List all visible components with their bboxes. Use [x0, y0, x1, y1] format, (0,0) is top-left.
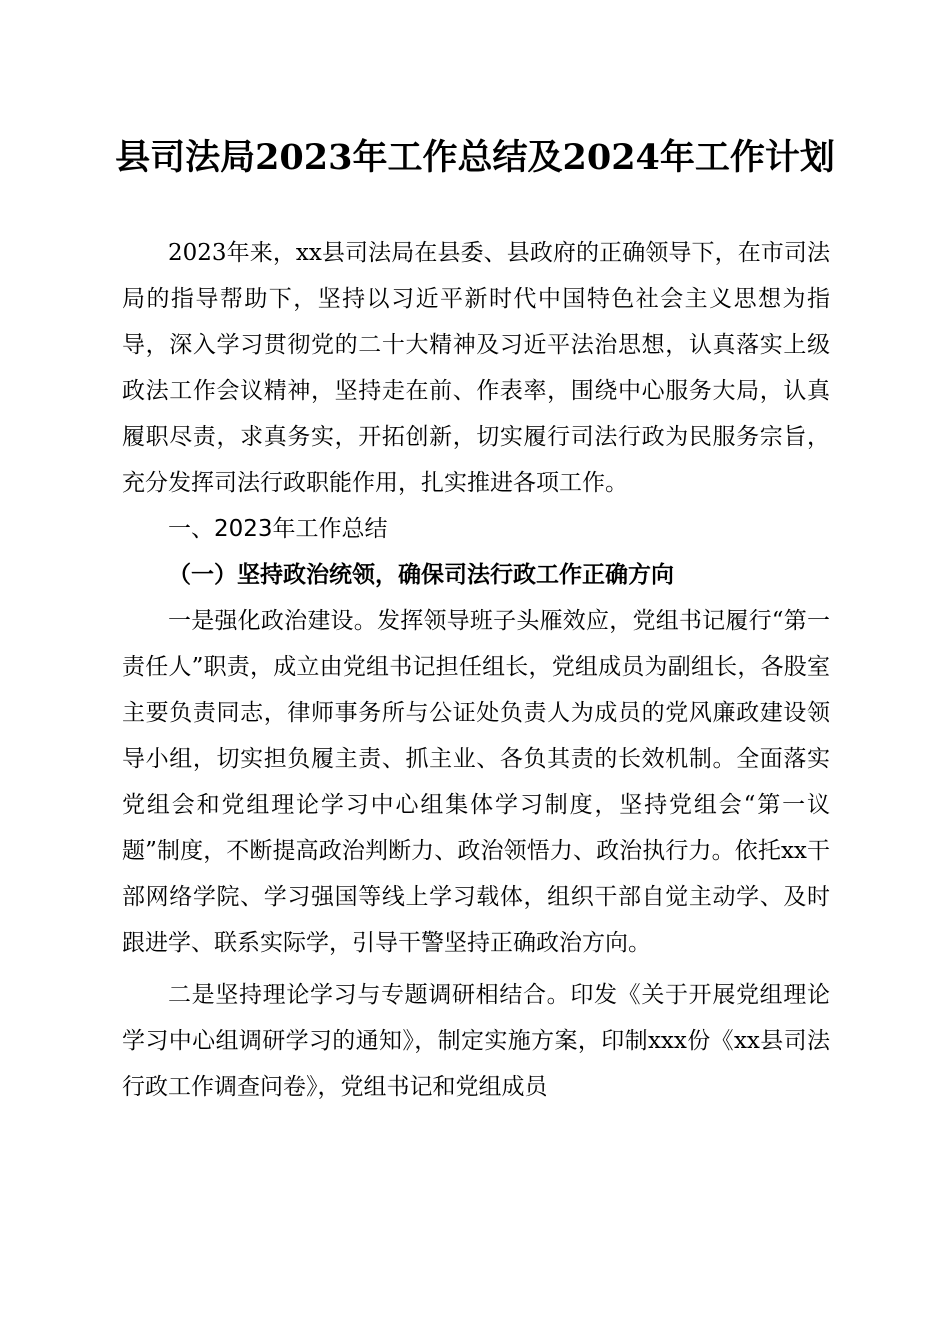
- document-title: 县司法局2023年工作总结及2024年工作计划: [115, 137, 835, 178]
- paragraph-lead: 二是坚持理论学习与专题调研相结合。: [168, 982, 571, 1008]
- paragraph-body: 发挥领导班子头雁效应，党组书记履行“第一责任人”职责，成立由党组书记担任组长，党组成员为副组长，各股室主要负责同志，律师事务所与公证处负责人为成员的党风廉政建设领导小组，切实担负履主责、抓主业、各负其责的长效机制。全面落实党组会和党组理论学习中心组集体学习制度，坚持党组会“第一议题”制度，不断提高政治判断力、政治领悟力、政治执行力。依托xx干部网络学院、学习强国等线上学习载体，组织干部自觉主动学、及时跟进学、联系实际学，引导干警坚持正确政治方向。: [122, 608, 831, 956]
- paragraph-political-building: [122, 598, 830, 966]
- subsection-heading: （一）坚持政治统领，确保司法行政工作正确方向: [168, 561, 674, 588]
- paragraph-body: 印发《关于开展党组理论学习中心组调研学习的通知》，制定实施方案，印制xxx份《xx县司法行政工作调查问卷》，党组书记和党组成员: [122, 982, 831, 1100]
- paragraph-lead: 一是强化政治建设。: [168, 608, 378, 634]
- intro-paragraph: 2023年来，xx县司法局在县委、县政府的正确领导下，在市司法局的指导帮助下，坚持以习近平新时代中国特色社会主义思想为指导，深入学习贯彻党的二十大精神及习近平法治思想，认真落实上级政法工作会议精神，坚持走在前、作表率，围绕中心服务大局，认真履职尽责，求真务实，开拓创新，切实履行司法行政为民服务宗旨，充分发挥司法行政职能作用，扎实推进各项工作。: [122, 240, 830, 496]
- document-body: [122, 230, 830, 1110]
- section-heading: 一、2023年工作总结: [168, 516, 388, 542]
- paragraph-theory-study: [122, 972, 830, 1110]
